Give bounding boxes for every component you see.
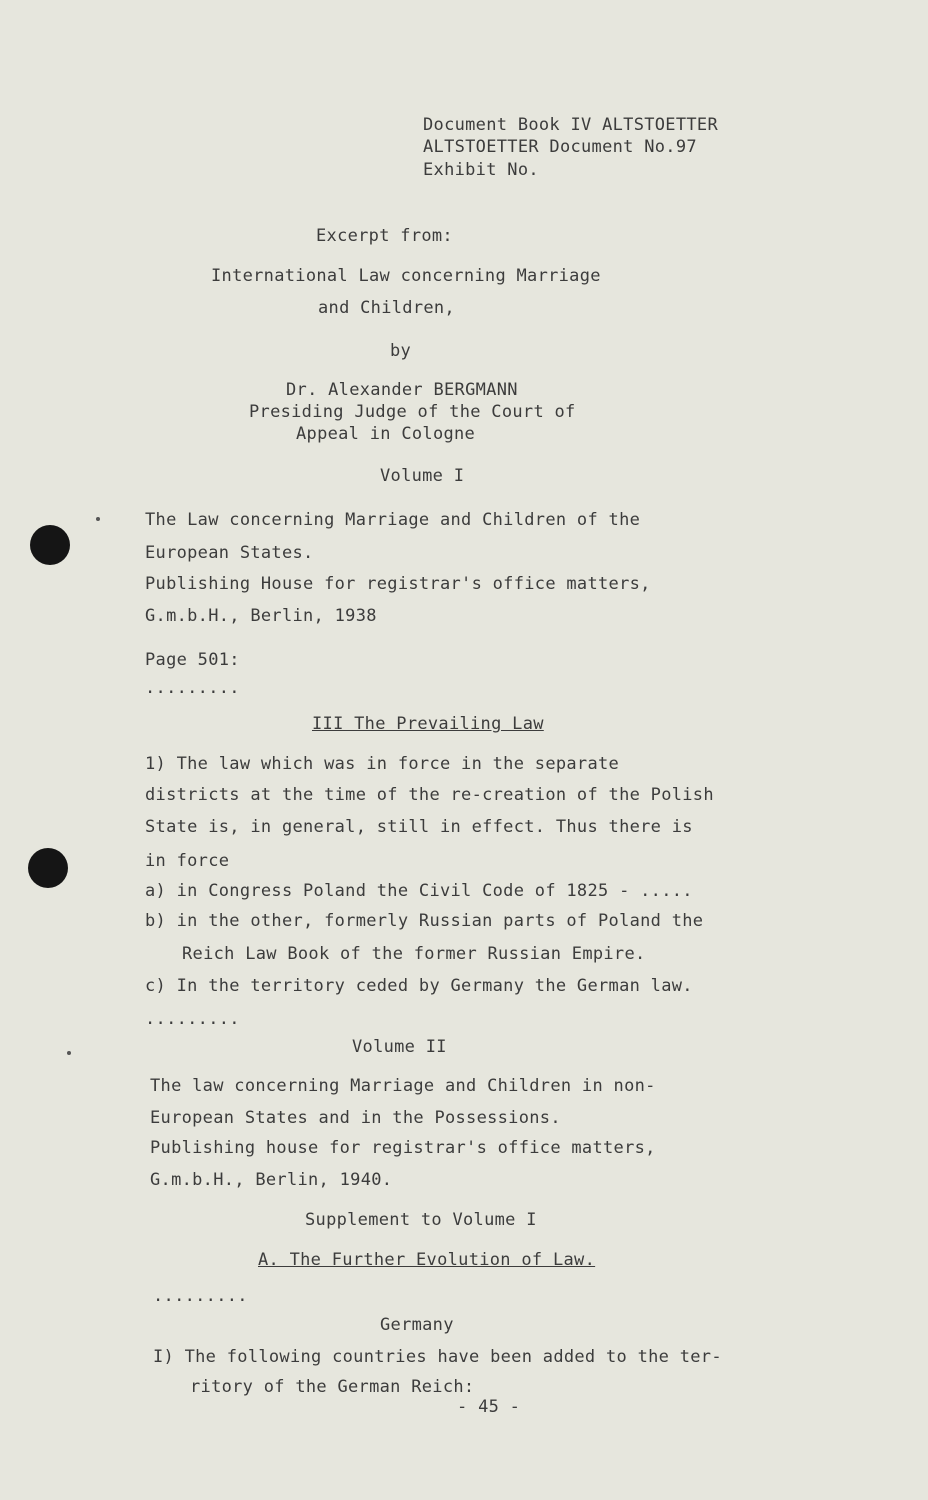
volume-2-desc-line-4: G.m.b.H., Berlin, 1940. — [150, 1170, 393, 1190]
page-number: - 45 - — [457, 1397, 521, 1417]
volume-2-desc-line-1: The law concerning Marriage and Children in non- — [150, 1076, 656, 1096]
ellipsis-dots: ......... — [153, 1286, 248, 1306]
list-item-c: c) In the territory ceded by Germany the German law. — [145, 976, 693, 996]
header-line-3: Exhibit No. — [423, 160, 539, 180]
paragraph-line-2: districts at the time of the re-creation of the Polish — [145, 785, 714, 805]
supplement-item-1-line-2: ritory of the German Reich: — [190, 1377, 475, 1397]
by-label: by — [390, 341, 412, 361]
header-line-2: ALTSTOETTER Document No.97 — [423, 137, 697, 157]
list-item-b-line-1: b) in the other, formerly Russian parts of Poland the — [145, 911, 704, 931]
paragraph-line-4: in force — [145, 851, 230, 871]
page-reference: Page 501: — [145, 650, 240, 670]
excerpt-label: Excerpt from: — [316, 226, 453, 246]
header-line-1: Document Book IV ALTSTOETTER — [423, 115, 718, 135]
book-title-line-1: International Law concerning Marriage — [211, 266, 601, 286]
supplement-subheading: A. The Further Evolution of Law. — [258, 1250, 596, 1270]
volume-1-desc-line-4: G.m.b.H., Berlin, 1938 — [145, 606, 377, 626]
volume-2-desc-line-2: European States and in the Possessions. — [150, 1108, 561, 1128]
punch-hole-bottom — [28, 848, 68, 888]
ellipsis-dots: ......... — [145, 678, 240, 698]
volume-2-heading: Volume II — [352, 1037, 447, 1057]
author-position-line-1: Presiding Judge of the Court of — [249, 402, 576, 422]
volume-2-desc-line-3: Publishing house for registrar's office matters, — [150, 1138, 656, 1158]
punch-hole-top — [30, 525, 70, 565]
list-item-b-line-2: Reich Law Book of the former Russian Empire. — [182, 944, 646, 964]
volume-1-desc-line-3: Publishing House for registrar's office matters, — [145, 574, 651, 594]
volume-1-desc-line-1: The Law concerning Marriage and Children of the — [145, 510, 641, 530]
book-title-line-2: and Children, — [318, 298, 455, 318]
author-name: Dr. Alexander BERGMANN — [286, 380, 518, 400]
volume-1-heading: Volume I — [380, 466, 465, 486]
speck — [96, 517, 100, 521]
author-position-line-2: Appeal in Cologne — [296, 424, 476, 444]
speck — [67, 1051, 71, 1055]
supplement-heading: Supplement to Volume I — [305, 1210, 537, 1230]
volume-1-desc-line-2: European States. — [145, 543, 314, 563]
country-heading: Germany — [380, 1315, 454, 1335]
list-item-a: a) in Congress Poland the Civil Code of 1825 - ..... — [145, 881, 693, 901]
supplement-item-1-line-1: I) The following countries have been added to the ter- — [153, 1347, 722, 1367]
paragraph-line-1: 1) The law which was in force in the separate — [145, 754, 620, 774]
ellipsis-dots: ......... — [145, 1009, 240, 1029]
paragraph-line-3: State is, in general, still in effect. Thus there is — [145, 817, 693, 837]
section-heading: III The Prevailing Law — [312, 714, 544, 734]
